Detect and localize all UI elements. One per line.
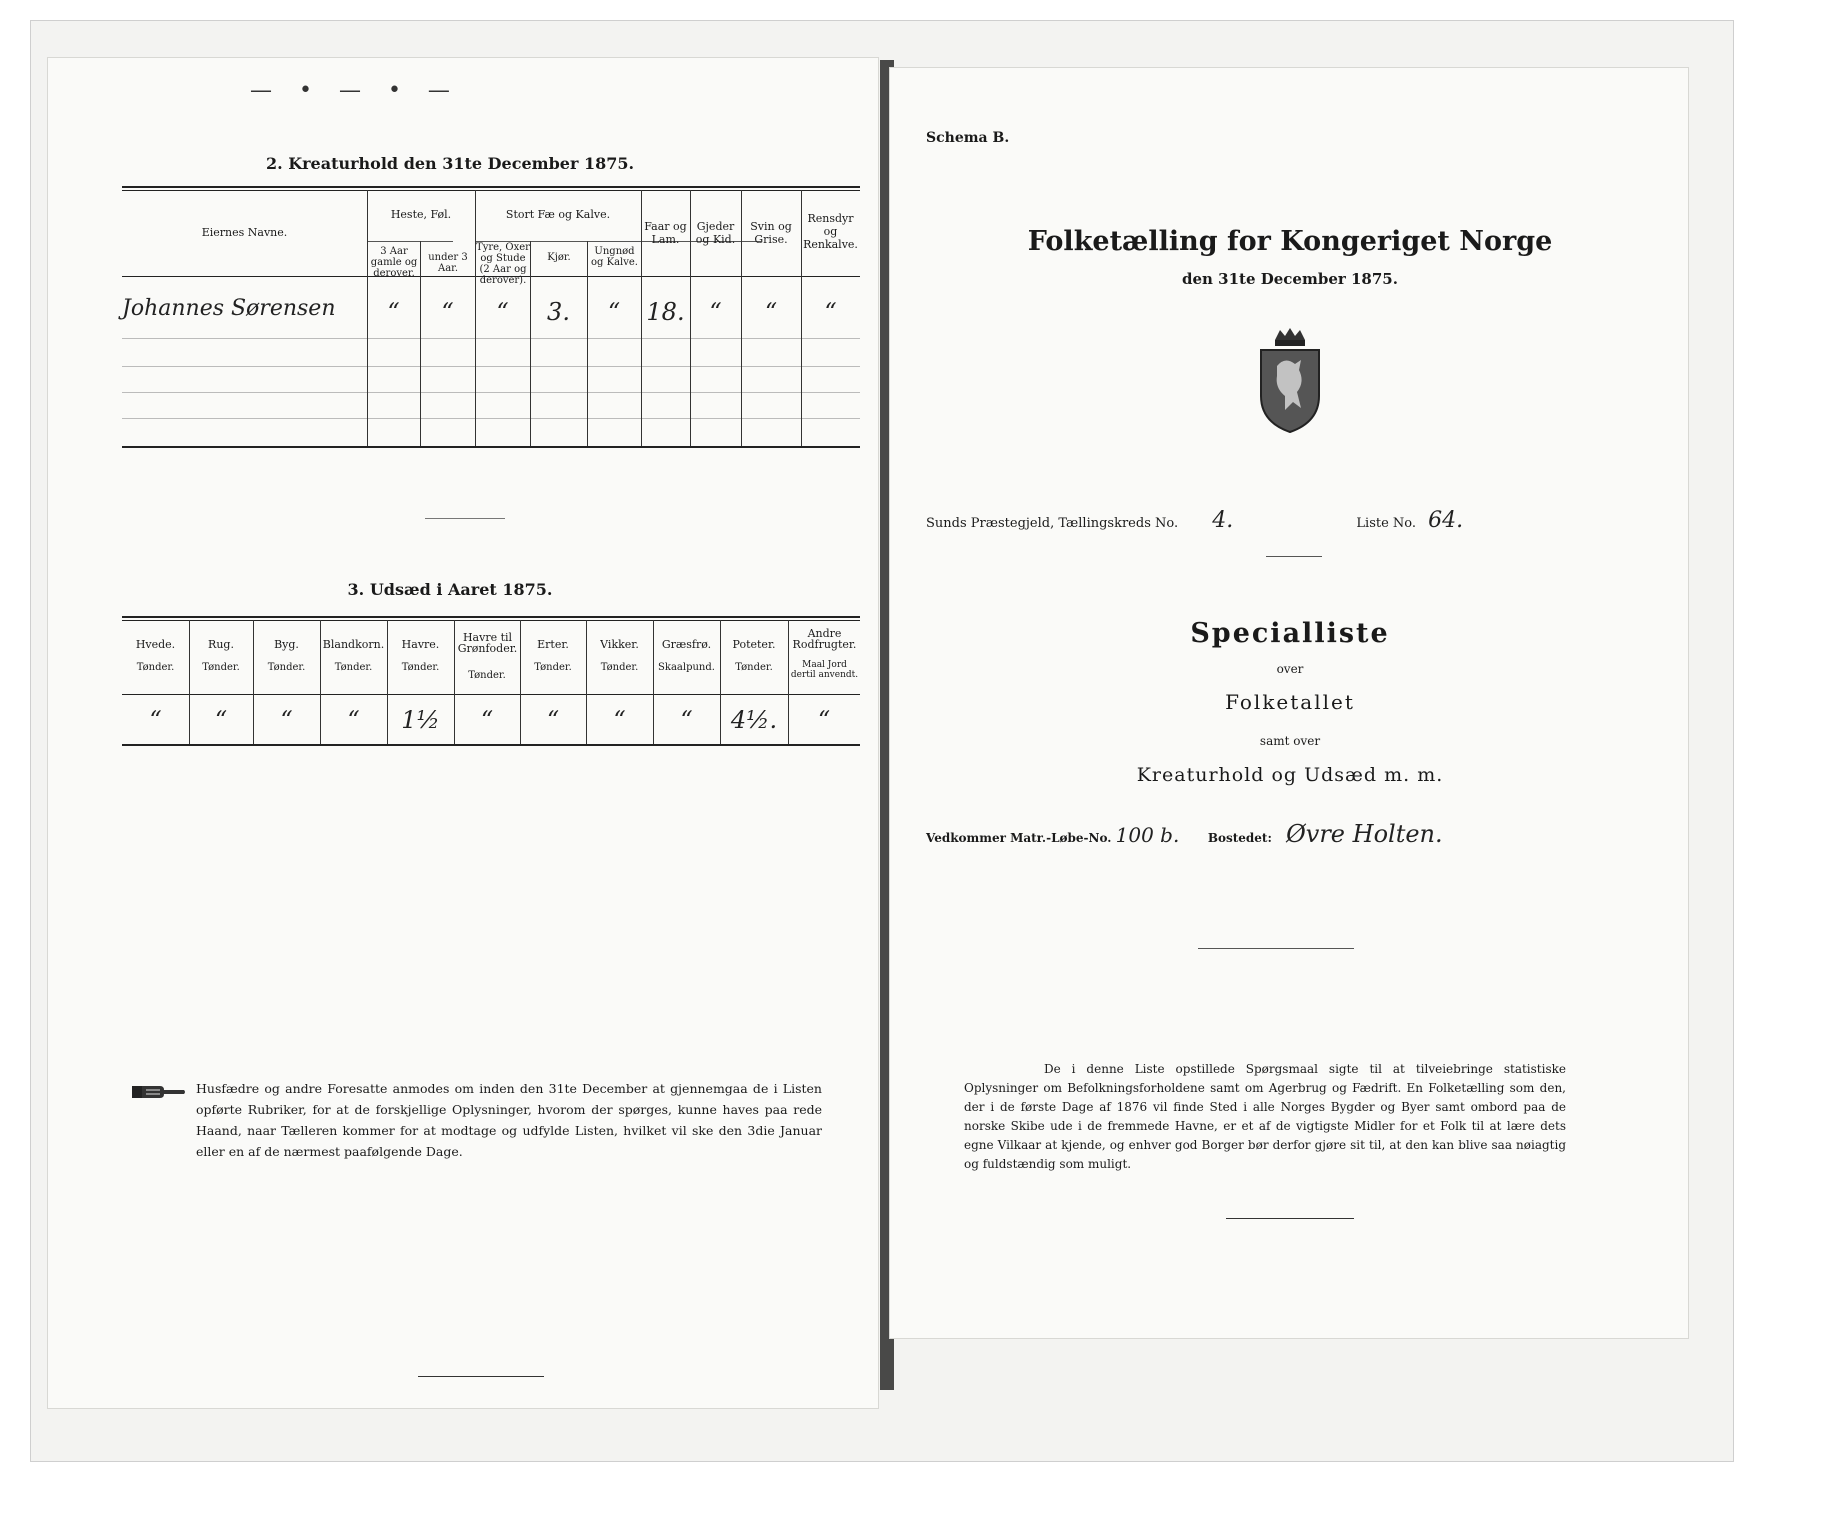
livestock-table [122,186,860,448]
pigs-header: Svin og Grise. [750,220,792,246]
bosted-value: Øvre Holten. [1286,820,1443,848]
parish-label: Præstegjeld, [970,516,1055,531]
unit-rye: Tønder. [202,662,240,673]
over-text-1: over [1276,662,1304,676]
header-rye: Rug. [208,638,234,651]
header-potatoes: Poteter. [732,638,776,651]
district-label: Tællingskreds No. [1058,516,1179,531]
seed-table [122,616,860,746]
unit-grass-seed: Skaalpund. [658,662,715,673]
district-number: 4. [1212,508,1234,533]
value-peas: “ [546,706,560,734]
value-wheat: “ [149,706,162,734]
unit-wheat: Tønder. [136,662,175,673]
value-oats-green: “ [480,706,494,734]
subcol-calves: Ungnød og Kalve. [591,246,638,268]
value-bulls: “ [496,298,509,326]
pointing-hand-icon [130,1082,186,1102]
header-grass-seed: Græsfrø. [661,638,712,651]
header-other-roots: Andre Rodfrugter. [792,627,857,651]
value-pigs: “ [764,298,778,326]
owner-name: Johannes Sørensen [122,296,336,321]
divider-right-1 [1266,556,1322,557]
unit-potatoes: Tønder. [735,662,773,673]
bosted-label: Bostedet: [1207,831,1272,845]
subcol-horses-old: 3 Aar gamle og derover. [370,246,418,279]
value-goats: “ [709,298,722,326]
unit-peas: Tønder. [534,662,572,673]
bottom-rule-right [1226,1218,1354,1219]
kreaturhold-title: Kreaturhold og Udsæd m. m. [1136,764,1444,786]
header-vetches: Vikker. [600,638,639,651]
bottom-rule-left [418,1376,544,1377]
section3-title: 3. Udsæd i Aaret 1875. [347,580,553,599]
owner-header: Eiernes Navne. [201,226,288,239]
unit-barley: Tønder. [267,662,306,673]
samt-over-text: samt over [1259,734,1321,748]
main-date: den 31te December 1875. [1182,270,1398,288]
value-cows: 3. [547,298,570,326]
subcol-cows: Kjør. [547,252,571,263]
unit-vetches: Tønder. [600,662,639,673]
main-title: Folketælling for Kongeriget Norge [1027,226,1553,257]
matr-line [926,820,1626,848]
cattle-header: Stort Fæ og Kalve. [505,208,611,221]
unit-mixed-grain: Tønder. [334,662,373,673]
value-grass-seed: “ [680,706,693,734]
value-other-roots: “ [817,706,831,734]
top-fragment: — • — • — [250,78,460,103]
value-barley: “ [280,706,293,734]
header-oats-green: Havre til Grønfoder. [457,631,518,655]
divider-right-2 [1198,948,1354,949]
schema-label: Schema B. [926,130,1010,146]
parish-name: Sunds [926,516,967,531]
header-mixed-grain: Blandkorn. [322,638,385,651]
sheep-header: Faar og Lam. [644,220,687,246]
value-vetches: “ [613,706,626,734]
section2-title: 2. Kreaturhold den 31te December 1875. [265,154,635,173]
list-number: 64. [1428,508,1464,533]
divider [425,518,505,519]
notice-text: Husfædre og andre Foresatte anmodes om inden den 31te December at gjennemgaa de i Listen opførte Rubriker, for at de forskjellige Oplysninger, hvorom der spørges, kunne haves paa rede Haand, naar Tælleren kommer for at modtage og udfylde Listen, hvilket vil ske den 3die Januar eller en af de nærmest paafølgende Dage. [196,1081,822,1159]
value-mixed-grain: “ [347,706,360,734]
value-reindeer: “ [824,298,837,326]
header-peas: Erter. [537,638,569,651]
horses-header: Heste, Føl. [390,208,452,221]
coat-of-arms-icon [1255,326,1325,436]
value-horses-old: “ [387,298,400,326]
value-oats: 1½ [401,706,440,734]
folketallet-title: Folketallet [1225,690,1355,714]
reindeer-header: Rensdyr og Renkalve. [803,212,858,251]
unit-oats: Tønder. [401,662,440,673]
specialliste-title: Specialliste [1190,618,1390,649]
unit-oats-green: Tønder. [468,670,506,681]
value-sheep: 18. [646,298,685,326]
subcol-horses-young: under 3 Aar. [428,252,468,274]
goats-header: Gjeder og Kid. [695,220,736,246]
value-potatoes: 4½. [730,706,778,734]
list-label: Liste No. [1356,516,1417,531]
subcol-bulls: Tyre, Oxer og Stude (2 Aar og derover). [476,242,530,286]
footer-paragraph: De i denne Liste opstillede Spørgsmaal sigte til at tilveiebringe statistiske Oplysninger om Befolkningsforholdene samt om Agerbrug og Fædrift. En Folketælling som den, der i de første Dage af 1876 vil finde Sted i alle Norges Bygder og Byer samt ombord paa de norske Skibe ude i de fremmede Havne, er et af de vigtigste Midler for et Folk til at lære dets egne Vilkaar at kjende, og enhver god Borger bør derfor gjøre sit til, at den kan blive saa nøiagtig og fuldstændig som muligt. [964,1062,1566,1171]
value-calves: “ [607,298,621,326]
unit-other-roots: Maal Jord dertil anvendt. [790,660,859,680]
matr-label: Vedkommer Matr.-Løbe-No. [926,831,1112,845]
header-oats: Havre. [401,638,440,651]
parish-line [926,508,1626,533]
value-horses-young: “ [441,298,454,326]
header-barley: Byg. [274,638,299,651]
value-rye: “ [214,706,228,734]
matr-number: 100 b. [1115,823,1180,847]
header-wheat: Hvede. [135,638,176,651]
